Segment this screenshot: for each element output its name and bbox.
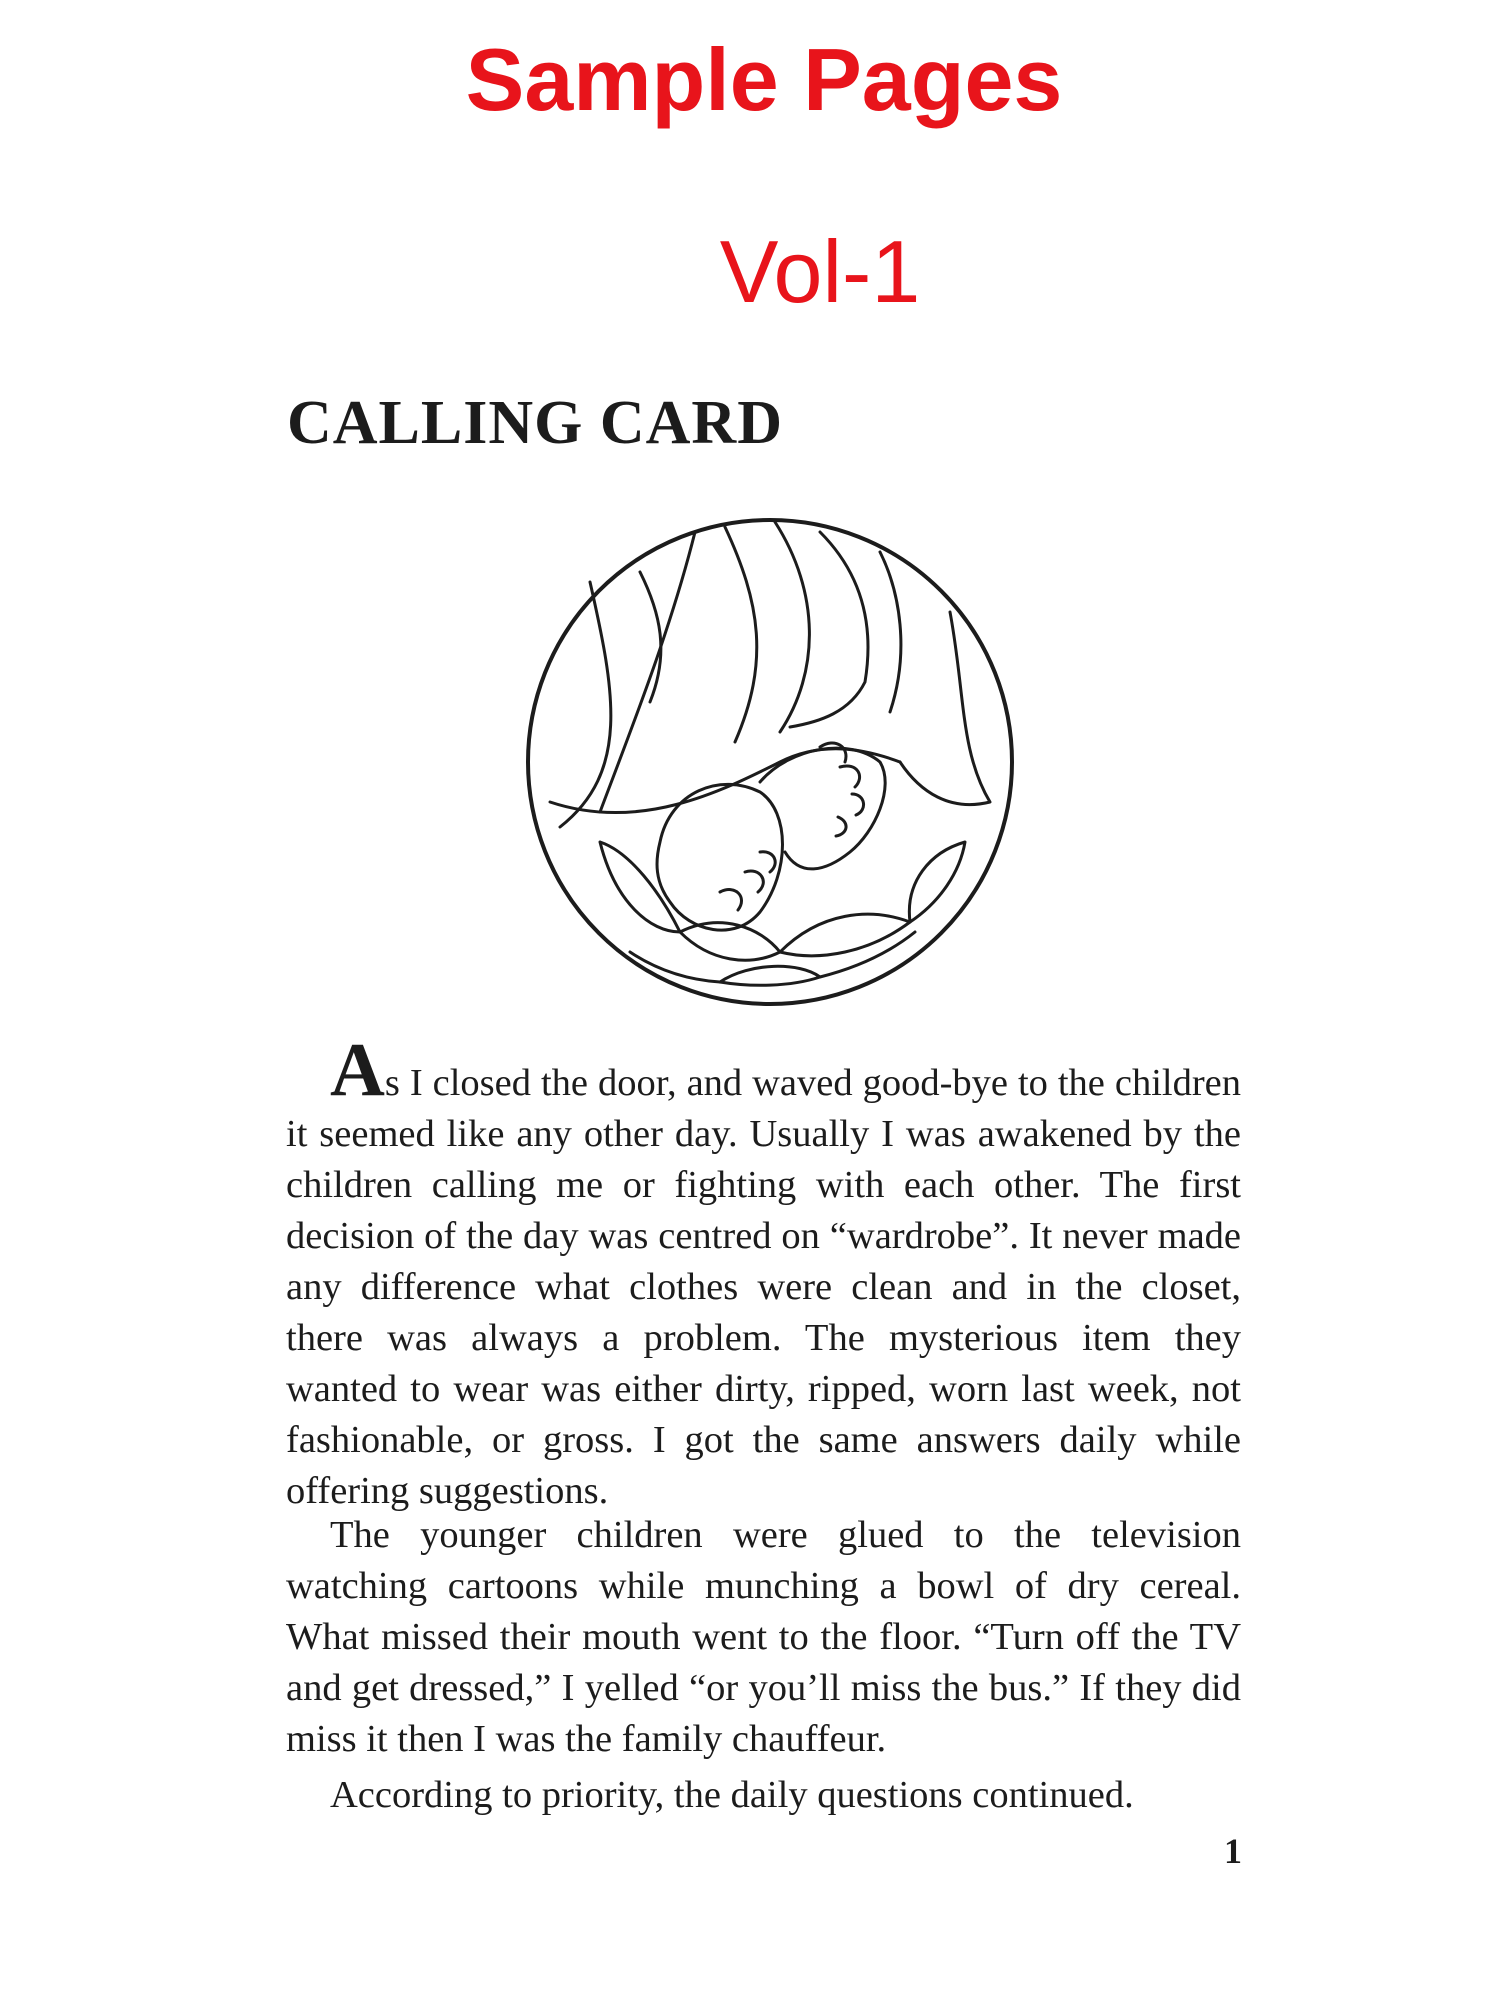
foot-right [760,748,885,869]
illustration-frame [528,520,1012,1004]
robe-right-edge [900,612,990,805]
robe-crease-2 [880,552,901,712]
chapter-illustration [520,512,1020,1012]
lotus-petal-1 [600,842,680,932]
paragraph-1-text: s I closed the door, and waved good-bye to the children it seemed like any other day. Usually I was awakened by the children calling me or fighting with each other. The first decision of the day was centred on “wardrobe”. It never made any difference what clothes were clean and in the closet, there was always a problem. The mysterious item they wanted to wear was either dirty, ripped, worn last week, not fashionable, or gross. I got the same answers daily while offering suggestions. [286,1062,1241,1512]
robe-fold-2 [725,527,757,742]
robe-fold-1 [600,532,695,812]
paragraph-1 [286,1028,1241,1517]
robe-fold-4 [790,532,868,727]
chapter-title: CALLING CARD [287,389,783,457]
lotus-petal-5 [720,966,820,985]
sample-pages-title: Sample Pages [465,30,1063,129]
robe-left-edge [560,582,611,827]
lotus-petal-4 [909,842,965,922]
foot-left [657,784,782,930]
robe-fold-3 [775,522,809,732]
robe-crease-1 [640,572,661,702]
volume-label: Vol-1 [719,222,921,321]
drop-cap: A [330,1028,385,1112]
page-number: 1 [1224,1831,1242,1871]
paragraph-2: The younger children were glued to the television watching cartoons while munching a bowl of dry cereal. What missed their mouth went to the floor. “Turn off the TV and get dressed,” I yelled “or you’ll miss the bus.” If they did miss it then I was the family chauffeur. [286,1514,1241,1760]
toes-right [820,743,864,836]
paragraph-3: According to priority, the daily questions continued. [330,1774,1134,1816]
